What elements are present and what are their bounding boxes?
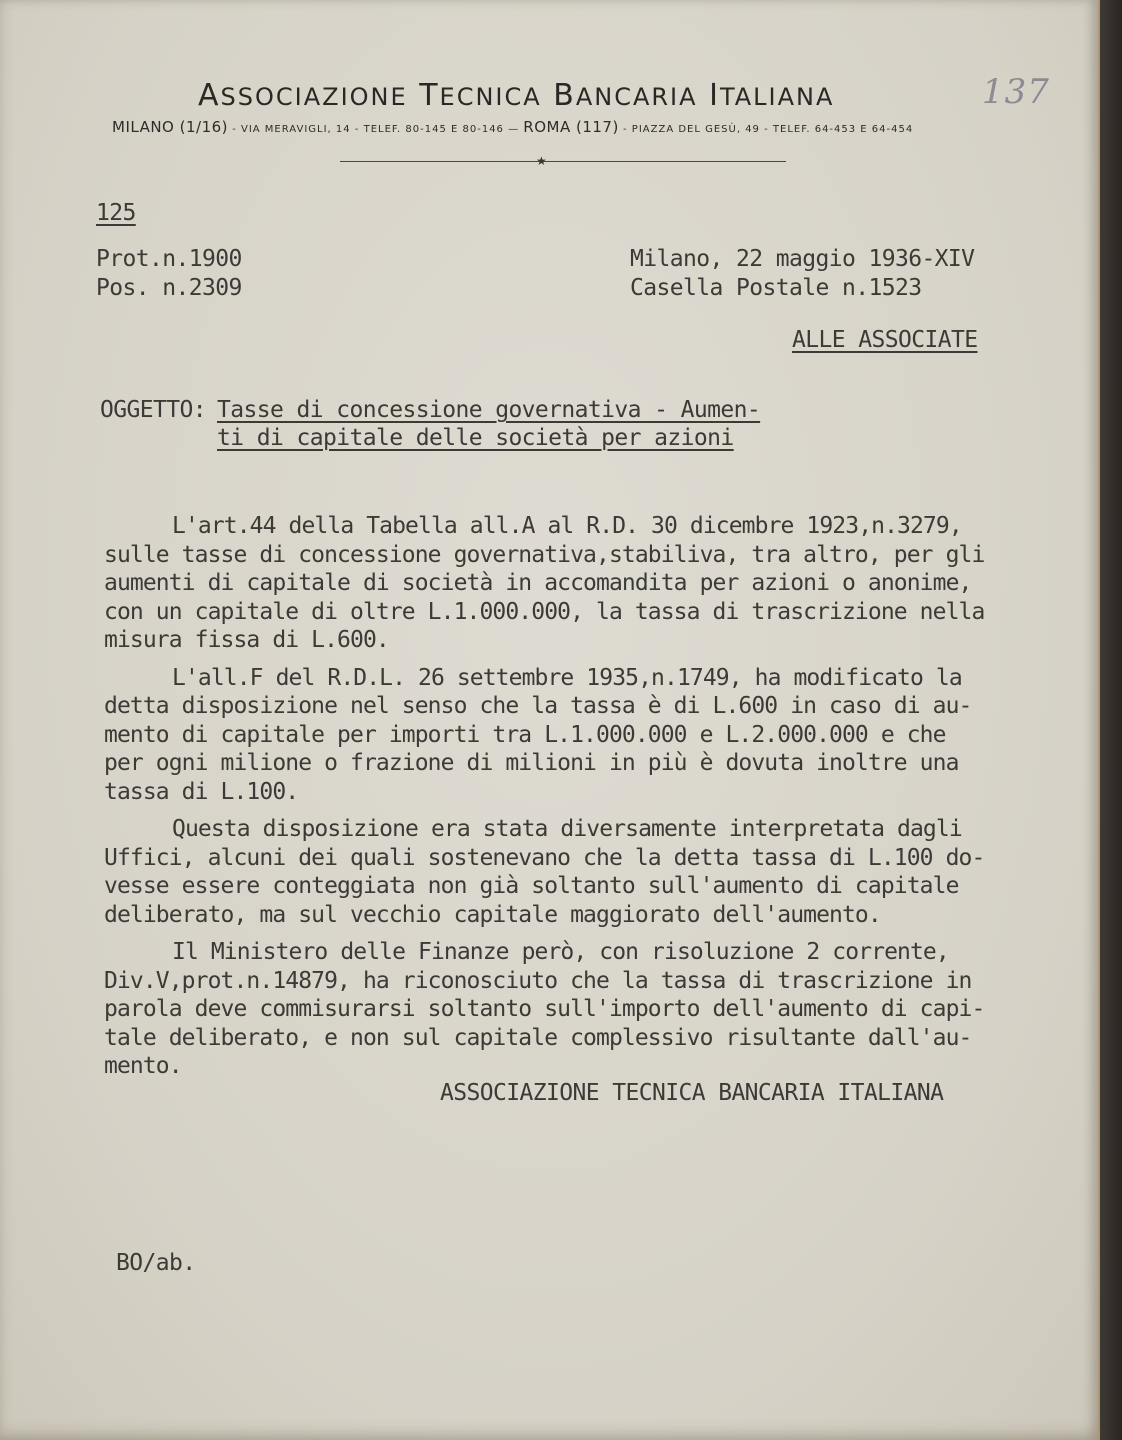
roma-label: ROMA (117) <box>523 118 619 136</box>
typist-initials: BO/ab. <box>116 1250 196 1276</box>
protocol-number: Prot.n.1900 <box>96 246 242 272</box>
signature: ASSOCIAZIONE TECNICA BANCARIA ITALIANA <box>440 1080 944 1106</box>
body-line: Questa disposizione era stata diversamente interpretata dagli <box>172 816 962 842</box>
body-line: deliberato, ma sul vecchio capitale maggiorato dell'aumento. <box>104 901 881 928</box>
body-line: misura fissa di L.600. <box>104 627 389 653</box>
body-line: vesse essere conteggiata non già soltanto sull'aumento di capitale <box>104 873 959 899</box>
paragraph-1 <box>104 512 1024 655</box>
body-line: sulle tasse di concessione governativa,stabiliva, tra altro, per gli <box>104 541 985 568</box>
body-line: con un capitale di oltre L.1.000.000, la tassa di trascrizione nella <box>104 598 985 625</box>
body-line: Uffici, alcuni dei quali sostenevano che la detta tassa di L.100 do- <box>104 844 985 871</box>
letterhead-rule <box>340 161 786 162</box>
body-line: per ogni milione o frazione di milioni in più è dovuta inoltre una <box>104 750 959 776</box>
binder-spine <box>1100 0 1122 1440</box>
letterhead-address <box>112 118 913 136</box>
body-line: L'art.44 della Tabella all.A al R.D. 30 dicembre 1923,n.3279, <box>172 513 962 539</box>
roma-address: - PIAZZA DEL GESÙ, 49 - TELEF. 64-453 E 64-454 <box>618 124 914 135</box>
body-line: parola deve commisurarsi soltanto sull'importo dell'aumento di capi- <box>104 996 985 1022</box>
body-line: Il Ministero delle Finanze però, con risoluzione 2 corrente, <box>172 939 949 965</box>
date-line: Milano, 22 maggio 1936-XIV <box>630 246 975 272</box>
letterhead-title <box>198 78 834 113</box>
subject-line-2: ti di capitale delle società per azioni <box>217 425 734 451</box>
handwritten-page-number: 137 <box>982 72 1050 112</box>
body-line: Div.V,prot.n.14879, ha riconosciuto che la tassa di trascrizione in <box>104 967 972 994</box>
body-line: aumenti di capitale di società in accomandita per azioni o anonime, <box>104 570 972 596</box>
milano-label: MILANO (1/16) <box>112 118 229 136</box>
paragraph-2 <box>104 664 1024 807</box>
body-line: mento. <box>104 1053 182 1079</box>
body-line: mento di capitale per importi tra L.1.000.000 e L.2.000.000 e che <box>104 721 946 748</box>
body-line: tassa di L.100. <box>104 778 299 805</box>
star-ornament-icon: ★ <box>536 154 547 168</box>
po-box: Casella Postale n.1523 <box>630 275 922 301</box>
letterhead-title-text: ASSOCIAZIONE TECNICA BANCARIA ITALIANA <box>198 78 835 113</box>
subject-line-1: Tasse di concessione governativa - Aumen- <box>217 397 761 423</box>
body-line: L'all.F del R.D.L. 26 settembre 1935,n.1749, ha modificato la <box>172 664 962 691</box>
position-number: Pos. n.2309 <box>96 275 242 301</box>
letter-body <box>104 512 1024 1090</box>
recipient: ALLE ASSOCIATE <box>792 327 978 353</box>
reference-number: 125 <box>96 200 136 226</box>
paragraph-4 <box>104 938 1024 1081</box>
paragraph-3 <box>104 815 1024 929</box>
body-line: detta disposizione nel senso che la tassa è di L.600 in caso di au- <box>104 693 972 719</box>
body-line: tale deliberato, e non sul capitale complessivo risultante dall'au- <box>104 1024 972 1051</box>
subject-label: OGGETTO: <box>100 397 206 423</box>
milano-address: - VIA MERAVIGLI, 14 - TELEF. 80-145 E 80-146 — <box>228 124 524 135</box>
